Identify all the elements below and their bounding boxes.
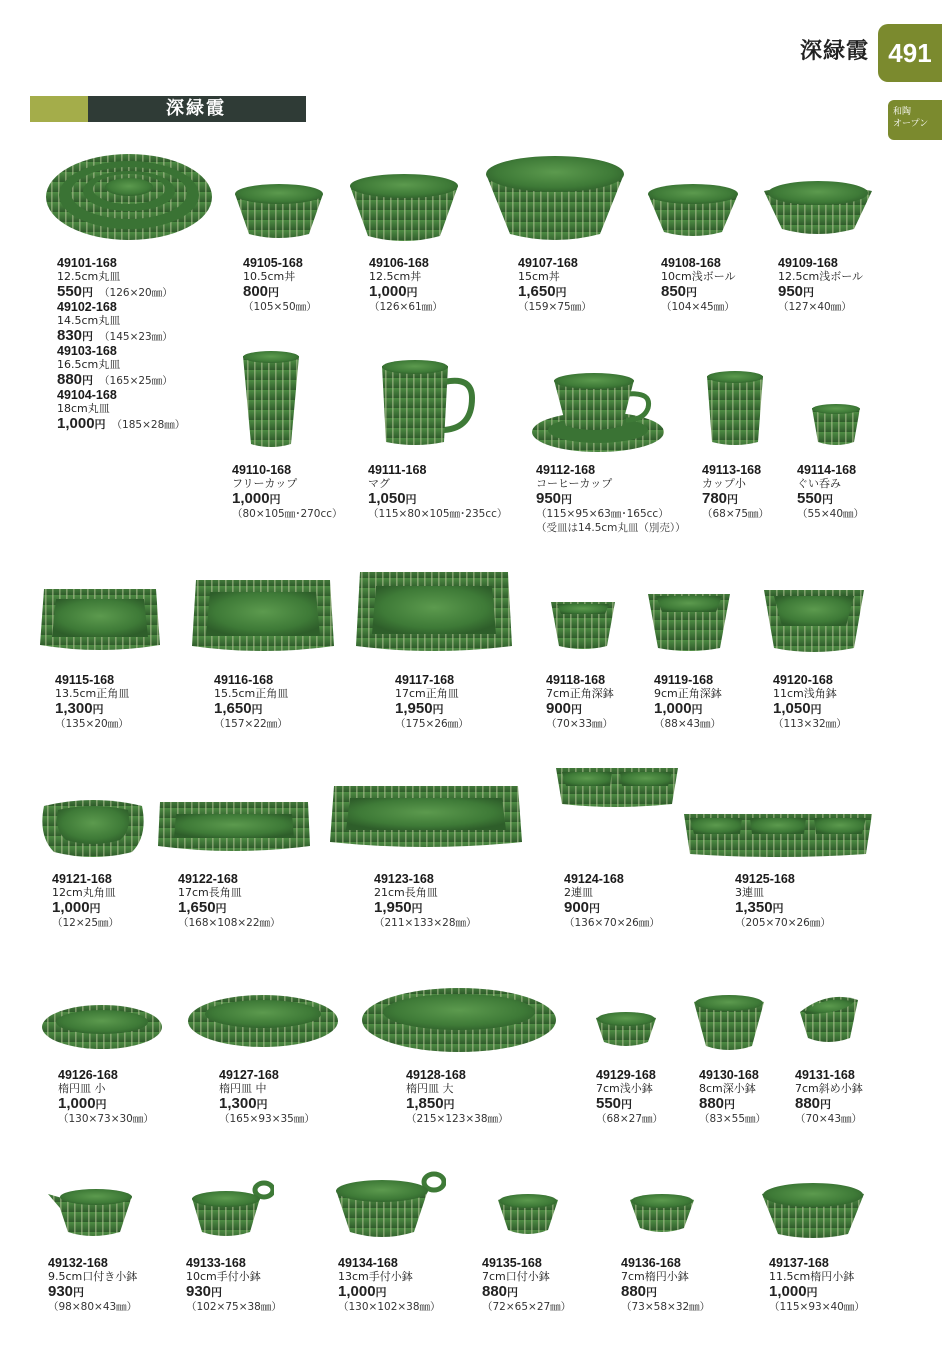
oval-bowl-115-image [760,1178,866,1242]
product-code: 49104-168 [57,388,117,402]
product-price: 1,000 [369,283,407,300]
product-name: 21cm長角皿 [374,886,438,899]
product-code: 49101-168 [57,256,117,270]
product-price: 1,000 [58,1095,96,1112]
product-code: 49118-168 [546,673,606,687]
product-size: （175×26㎜） [395,718,469,730]
product-size: （115×93×40㎜） [769,1301,865,1313]
side-tab-line2: オープン [893,119,929,129]
product-size: （104×45㎜） [661,301,735,313]
currency-yen: 円 [571,703,583,716]
product-price: 550 [57,283,83,300]
product-size: （135×20㎜） [55,718,129,730]
product-name: 7cm正角深鉢 [546,687,614,700]
currency-yen: 円 [73,1286,85,1299]
deep-small-bowl-image [692,992,766,1054]
product-code: 49121-168 [52,872,112,886]
series-title: 深緑霞 [800,39,870,64]
round-square-plate-image [40,796,146,860]
product-name: 11.5cm楕円小鉢 [769,1270,855,1283]
currency-yen: 円 [269,493,281,506]
product-name: 12.5cm浅ボール [778,270,864,283]
bowl-106-image [348,170,460,246]
product-size: （157×22㎜） [214,718,288,730]
currency-yen: 円 [251,703,263,716]
product-code: 49126-168 [58,1068,118,1082]
product-code: 49133-168 [186,1256,246,1270]
product-name: 7cm斜め小鉢 [795,1082,863,1095]
currency-yen: 円 [820,1098,832,1111]
currency-yen: 円 [268,286,280,299]
product-name: 8cm深小鉢 [699,1082,756,1095]
product-size: （113×32㎜） [773,718,847,730]
currency-yen: 円 [646,1286,658,1299]
square-shallow-bowl-113-image [762,586,866,656]
sake-cup-image [810,402,862,448]
product-code: 49135-168 [482,1256,542,1270]
square-plate-135-image [38,585,162,655]
product-name: 7cm浅小鉢 [596,1082,653,1095]
slanted-small-bowl-image [798,992,860,1046]
product-code: 49117-168 [395,673,455,687]
product-name: 15cm丼 [518,270,560,283]
product-size: （98×80×43㎜） [48,1301,138,1313]
double-dish-image [554,764,680,810]
product-size: （88×43㎜） [654,718,722,730]
product-code: 49114-168 [797,463,857,477]
triple-dish-image [682,810,874,860]
product-price: 880 [795,1095,821,1112]
currency-yen: 円 [589,902,601,915]
product-size: （130×102×38㎜） [338,1301,441,1313]
product-size: （165×25㎜） [99,375,173,387]
product-price: 1,000 [769,1283,807,1300]
oval-small-bowl-image [628,1190,696,1236]
product-code: 49130-168 [699,1068,759,1082]
square-plate-157-image [190,576,336,656]
product-code: 49110-168 [232,463,292,477]
product-price: 1,000 [338,1283,376,1300]
product-name: 17cm長角皿 [178,886,242,899]
product-name: コーヒーカップ [536,477,613,490]
product-size: （126×61㎜） [369,301,443,313]
product-code: 49109-168 [778,256,838,270]
product-code: 49119-168 [654,673,714,687]
round-plates-stack-image [44,152,214,242]
oval-plate-medium-image [186,992,340,1050]
product-name: 7cm楕円小鉢 [621,1270,689,1283]
product-name: 14.5cm丸皿 [57,314,121,327]
product-name: 3連皿 [735,886,764,899]
currency-yen: 円 [822,493,834,506]
currency-yen: 円 [92,703,104,716]
product-size: （168×108×22㎜） [178,917,281,929]
currency-yen: 円 [686,286,698,299]
long-plate-211-image [328,782,524,852]
currency-yen: 円 [621,1098,633,1111]
currency-yen: 円 [507,1286,519,1299]
product-size: （159×75㎜） [518,301,592,313]
currency-yen: 円 [256,1098,268,1111]
product-name: 17cm正角皿 [395,687,459,700]
free-cup-image [240,350,302,450]
handled-bowl-10-image [190,1180,274,1240]
product-name: 2連皿 [564,886,593,899]
currency-yen: 円 [727,493,739,506]
shallow-small-bowl-image [594,1010,658,1050]
product-name: 18cm丸皿 [57,402,110,415]
product-size: （80×105㎜･270cc） [232,508,343,520]
oval-plate-small-image [40,1002,164,1052]
product-name: ぐい呑み [797,477,841,490]
product-price: 1,000 [654,700,692,717]
product-price: 1,000 [52,899,90,916]
product-name: 10cm手付小鉢 [186,1270,261,1283]
product-size: （70×43㎜） [795,1113,863,1125]
currency-yen: 円 [411,902,423,915]
currency-yen: 円 [405,493,417,506]
currency-yen: 円 [691,703,703,716]
currency-yen: 円 [803,286,815,299]
currency-yen: 円 [89,902,101,915]
oval-plate-large-image [360,984,558,1056]
product-size: （136×70×26㎜） [564,917,660,929]
product-name: 12cm丸角皿 [52,886,116,899]
square-deep-bowl-88-image [646,590,732,654]
product-name: 楕円皿 大 [406,1082,454,1095]
product-price: 1,650 [518,283,556,300]
product-price: 1,050 [773,700,811,717]
product-price: 880 [699,1095,725,1112]
product-price: 550 [797,490,823,507]
product-name: 9.5cm口付き小鉢 [48,1270,138,1283]
product-size: （211×133×28㎜） [374,917,477,929]
product-price: 930 [48,1283,74,1300]
product-name: 楕円皿 小 [58,1082,106,1095]
product-price: 950 [778,283,804,300]
section-banner [30,96,304,122]
currency-yen: 円 [443,1098,455,1111]
section-banner-title: 深緑霞 [88,96,306,122]
shallow-bowl-108-image [646,180,740,240]
product-code: 49120-168 [773,673,833,687]
product-name: 12.5cm丼 [369,270,422,283]
small-cup-image [704,370,766,448]
product-price: 550 [596,1095,622,1112]
product-price: 1,650 [178,899,216,916]
product-size: （145×23㎜） [99,331,173,343]
product-price: 1,050 [368,490,406,507]
product-size: （83×55㎜） [699,1113,767,1125]
product-price: 800 [243,283,269,300]
product-code: 49102-168 [57,300,117,314]
product-code: 49131-168 [795,1068,855,1082]
product-name: 13.5cm正角皿 [55,687,130,700]
product-price: 1,000 [232,490,270,507]
product-name: 10.5cm丼 [243,270,296,283]
currency-yen: 円 [772,902,784,915]
currency-yen: 円 [724,1098,736,1111]
product-name: 9cm正角深鉢 [654,687,722,700]
product-size: （130×73×30㎜） [58,1113,154,1125]
product-price: 1,300 [55,700,93,717]
product-price: 830 [57,327,83,344]
product-price: 930 [186,1283,212,1300]
spouted-small-bowl-image [496,1190,560,1238]
product-code: 49105-168 [243,256,303,270]
product-name: フリーカップ [232,477,298,490]
currency-yen: 円 [555,286,567,299]
currency-yen: 円 [82,330,94,343]
product-code: 49111-168 [368,463,427,477]
currency-yen: 円 [82,286,94,299]
coffee-cup-saucer-image [530,370,666,454]
currency-yen: 円 [82,374,94,387]
product-name: 15.5cm正角皿 [214,687,289,700]
currency-yen: 円 [375,1286,387,1299]
product-price: 880 [621,1283,647,1300]
bowl-107-image [484,152,626,246]
product-size: （12×25㎜） [52,917,120,929]
product-name: 16.5cm丸皿 [57,358,121,371]
product-size: （68×75㎜） [702,508,770,520]
currency-yen: 円 [94,418,106,431]
product-code: 49128-168 [406,1068,466,1082]
product-code: 49132-168 [48,1256,108,1270]
product-code: 49113-168 [702,463,762,477]
product-size: （70×33㎜） [546,718,614,730]
product-name: カップ小 [702,477,746,490]
page-number: 491 [878,24,942,82]
product-size: （68×27㎜） [596,1113,664,1125]
product-size: （115×95×63㎜･165cc） [536,508,669,520]
plates-group-text [57,256,185,432]
category-side-tab[interactable] [888,100,942,140]
product-code: 49115-168 [55,673,115,687]
square-deep-bowl-70-image [549,598,617,652]
product-code: 49123-168 [374,872,434,886]
product-price: 950 [536,490,562,507]
product-size: （105×50㎜） [243,301,317,313]
product-price: 1,850 [406,1095,444,1112]
product-name: 13cm手付小鉢 [338,1270,413,1283]
product-name: 7cm口付小鉢 [482,1270,550,1283]
product-price: 900 [564,899,590,916]
shallow-bowl-109-image [762,175,874,239]
product-code: 49107-168 [518,256,578,270]
product-code: 49106-168 [369,256,429,270]
product-price: 1,650 [214,700,252,717]
mug-image [378,358,478,448]
product-price: 1,950 [374,899,412,916]
product-code: 49127-168 [219,1068,279,1082]
product-price: 1,350 [735,899,773,916]
product-price: 880 [482,1283,508,1300]
product-price: 780 [702,490,728,507]
currency-yen: 円 [806,1286,818,1299]
product-size: （126×20㎜） [99,287,173,299]
product-note: （受皿は14.5cm丸皿（別売）） [536,522,686,534]
product-size: （165×93×35㎜） [219,1113,315,1125]
product-code: 49134-168 [338,1256,398,1270]
product-name: 10cm浅ボール [661,270,736,283]
product-size: （215×123×38㎜） [406,1113,509,1125]
product-size: （205×70×26㎜） [735,917,831,929]
product-size: （127×40㎜） [778,301,852,313]
product-price: 1,300 [219,1095,257,1112]
currency-yen: 円 [95,1098,107,1111]
product-price: 1,950 [395,700,433,717]
product-code: 49116-168 [214,673,274,687]
side-tab-line1: 和陶 [893,107,912,117]
product-size: （73×58×32㎜） [621,1301,711,1313]
long-plate-168-image [156,798,312,856]
product-code: 49125-168 [735,872,795,886]
currency-yen: 円 [432,703,444,716]
product-price: 1,000 [57,415,95,432]
product-code: 49103-168 [57,344,117,358]
product-code: 49122-168 [178,872,238,886]
currency-yen: 円 [211,1286,223,1299]
product-price: 900 [546,700,572,717]
product-code: 49129-168 [596,1068,656,1082]
product-code: 49108-168 [661,256,721,270]
product-size: （185×28㎜） [111,419,186,431]
product-size: （72×65×27㎜） [482,1301,572,1313]
currency-yen: 円 [810,703,822,716]
product-code: 49136-168 [621,1256,681,1270]
square-plate-175-image [354,568,514,656]
product-name: 12.5cm丸皿 [57,270,121,283]
product-size: （102×75×38㎜） [186,1301,282,1313]
product-code: 49112-168 [536,463,596,477]
product-name: マグ [368,477,390,490]
handled-bowl-13-image [334,1168,446,1242]
product-name: 11cm浅角鉢 [773,687,837,700]
bowl-105-image [233,180,325,242]
product-name: 楕円皿 中 [219,1082,267,1095]
currency-yen: 円 [215,902,227,915]
currency-yen: 円 [406,286,418,299]
product-price: 880 [57,371,83,388]
currency-yen: 円 [561,493,573,506]
product-code: 49137-168 [769,1256,829,1270]
product-code: 49124-168 [564,872,624,886]
product-size: （115×80×105㎜･235cc） [368,508,508,520]
spouted-bowl-image [46,1182,136,1240]
product-size: （55×40㎜） [797,508,865,520]
product-price: 850 [661,283,687,300]
